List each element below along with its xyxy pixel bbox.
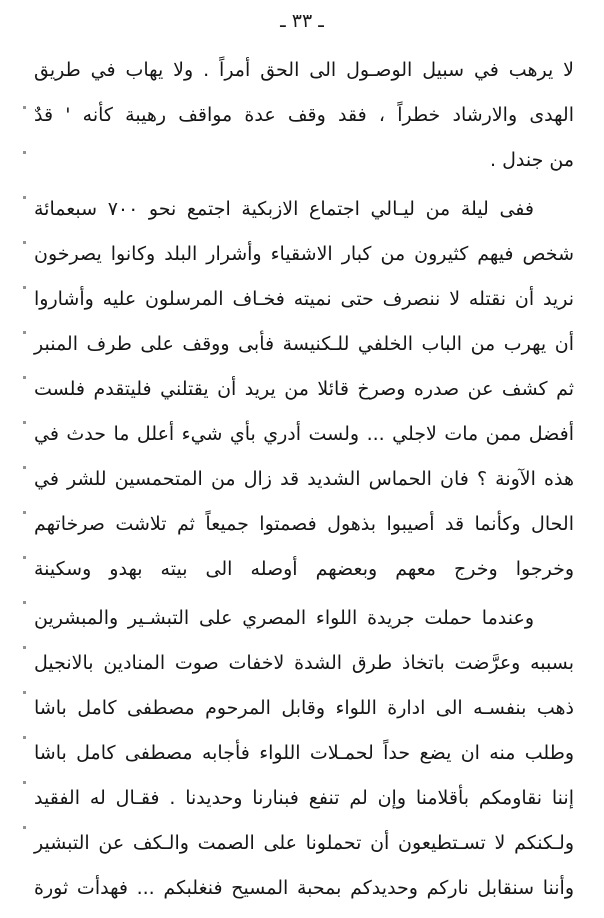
text-line: شخص فيهم كثيرون من كبار الاشقياء وأشرار البلد وكانوا يصرخون bbox=[34, 243, 574, 265]
text-line: ذهب بنفسـه الى ادارة اللواء وقابل المرحوم مصطفى كامل باشا bbox=[34, 697, 574, 719]
scan-artifact-dots bbox=[23, 106, 26, 862]
text-line: بسببه وعرَّضت باتخاذ طرق الشدة لاخفات صوت المنادين بالانجيل bbox=[34, 652, 574, 674]
text-line: لا يرهب في سبيل الوصـول الى الحق أمراً . ولا يهاب في طريق bbox=[34, 59, 574, 81]
page-number: ـ ٣٣ ـ bbox=[280, 10, 324, 32]
text-line: وأننا سنقابل ناركم وحديدكم بمحبة المسيح فنغلبكم ... فهدأت ثورة bbox=[34, 877, 574, 899]
text-line: وخرجوا وخرج معهم وبعضهم أوصله الى بيته بهدو وسكينة bbox=[34, 558, 574, 580]
page-content bbox=[0, 32, 604, 911]
text-line: إننا نقاومكم بأقلامنا وإن لم تنفع فبنارنا وحديدنا . فقـال له الفقيد bbox=[34, 787, 574, 809]
text-line: هذه الآونة ؟ فان الحماس الشديد قد زال من المتحمسين للشر في bbox=[34, 468, 574, 490]
text-line: ولـكنكم لا تسـتطيعون أن تحملونا على الصمت والـكف عن التبشير bbox=[34, 832, 574, 854]
text-line: ثم كشف عن صدره وصرخ قائلا من يريد أن يقتلني فليتقدم فلست bbox=[34, 378, 574, 400]
text-line: وعندما حملت جريدة اللواء المصري على التبشـير والمبشرين bbox=[34, 607, 534, 629]
text-line: من جندل . bbox=[489, 149, 574, 171]
text-line: الحال وكأنما قد أصيبوا بذهول فصمتوا جميعاً ثم تلاشت صرخاتهم bbox=[34, 513, 574, 535]
paragraph-3 bbox=[34, 596, 574, 911]
text-line: وطلب منه ان يضع حداً لحمـلات اللواء فأجابه مصطفى كامل باشا bbox=[34, 742, 574, 764]
text-line: نريد أن نقتله لا ننصرف حتى نميته فخـاف المرسلون عليه وأشاروا bbox=[34, 288, 574, 310]
text-line: الهدى والارشاد خطراً ، فقد وقف عدة مواقف رهيبة كأنه ' قدٌ bbox=[34, 104, 574, 126]
paragraph-2 bbox=[34, 187, 574, 592]
text-line: أن يهرب من الباب الخلفي للـكنيسة فأبى ووقف على طرف المنبر bbox=[34, 333, 574, 355]
paragraph-1 bbox=[34, 48, 574, 183]
text-line: أفضل ممن مات لاجلي ... ولست أدري بأي شيء أعلل ما حدث في bbox=[34, 423, 574, 445]
text-line: ففى ليلة من ليـالي اجتماع الازبكية اجتمع نحو ٧٠٠ سبعمائة bbox=[34, 198, 534, 220]
